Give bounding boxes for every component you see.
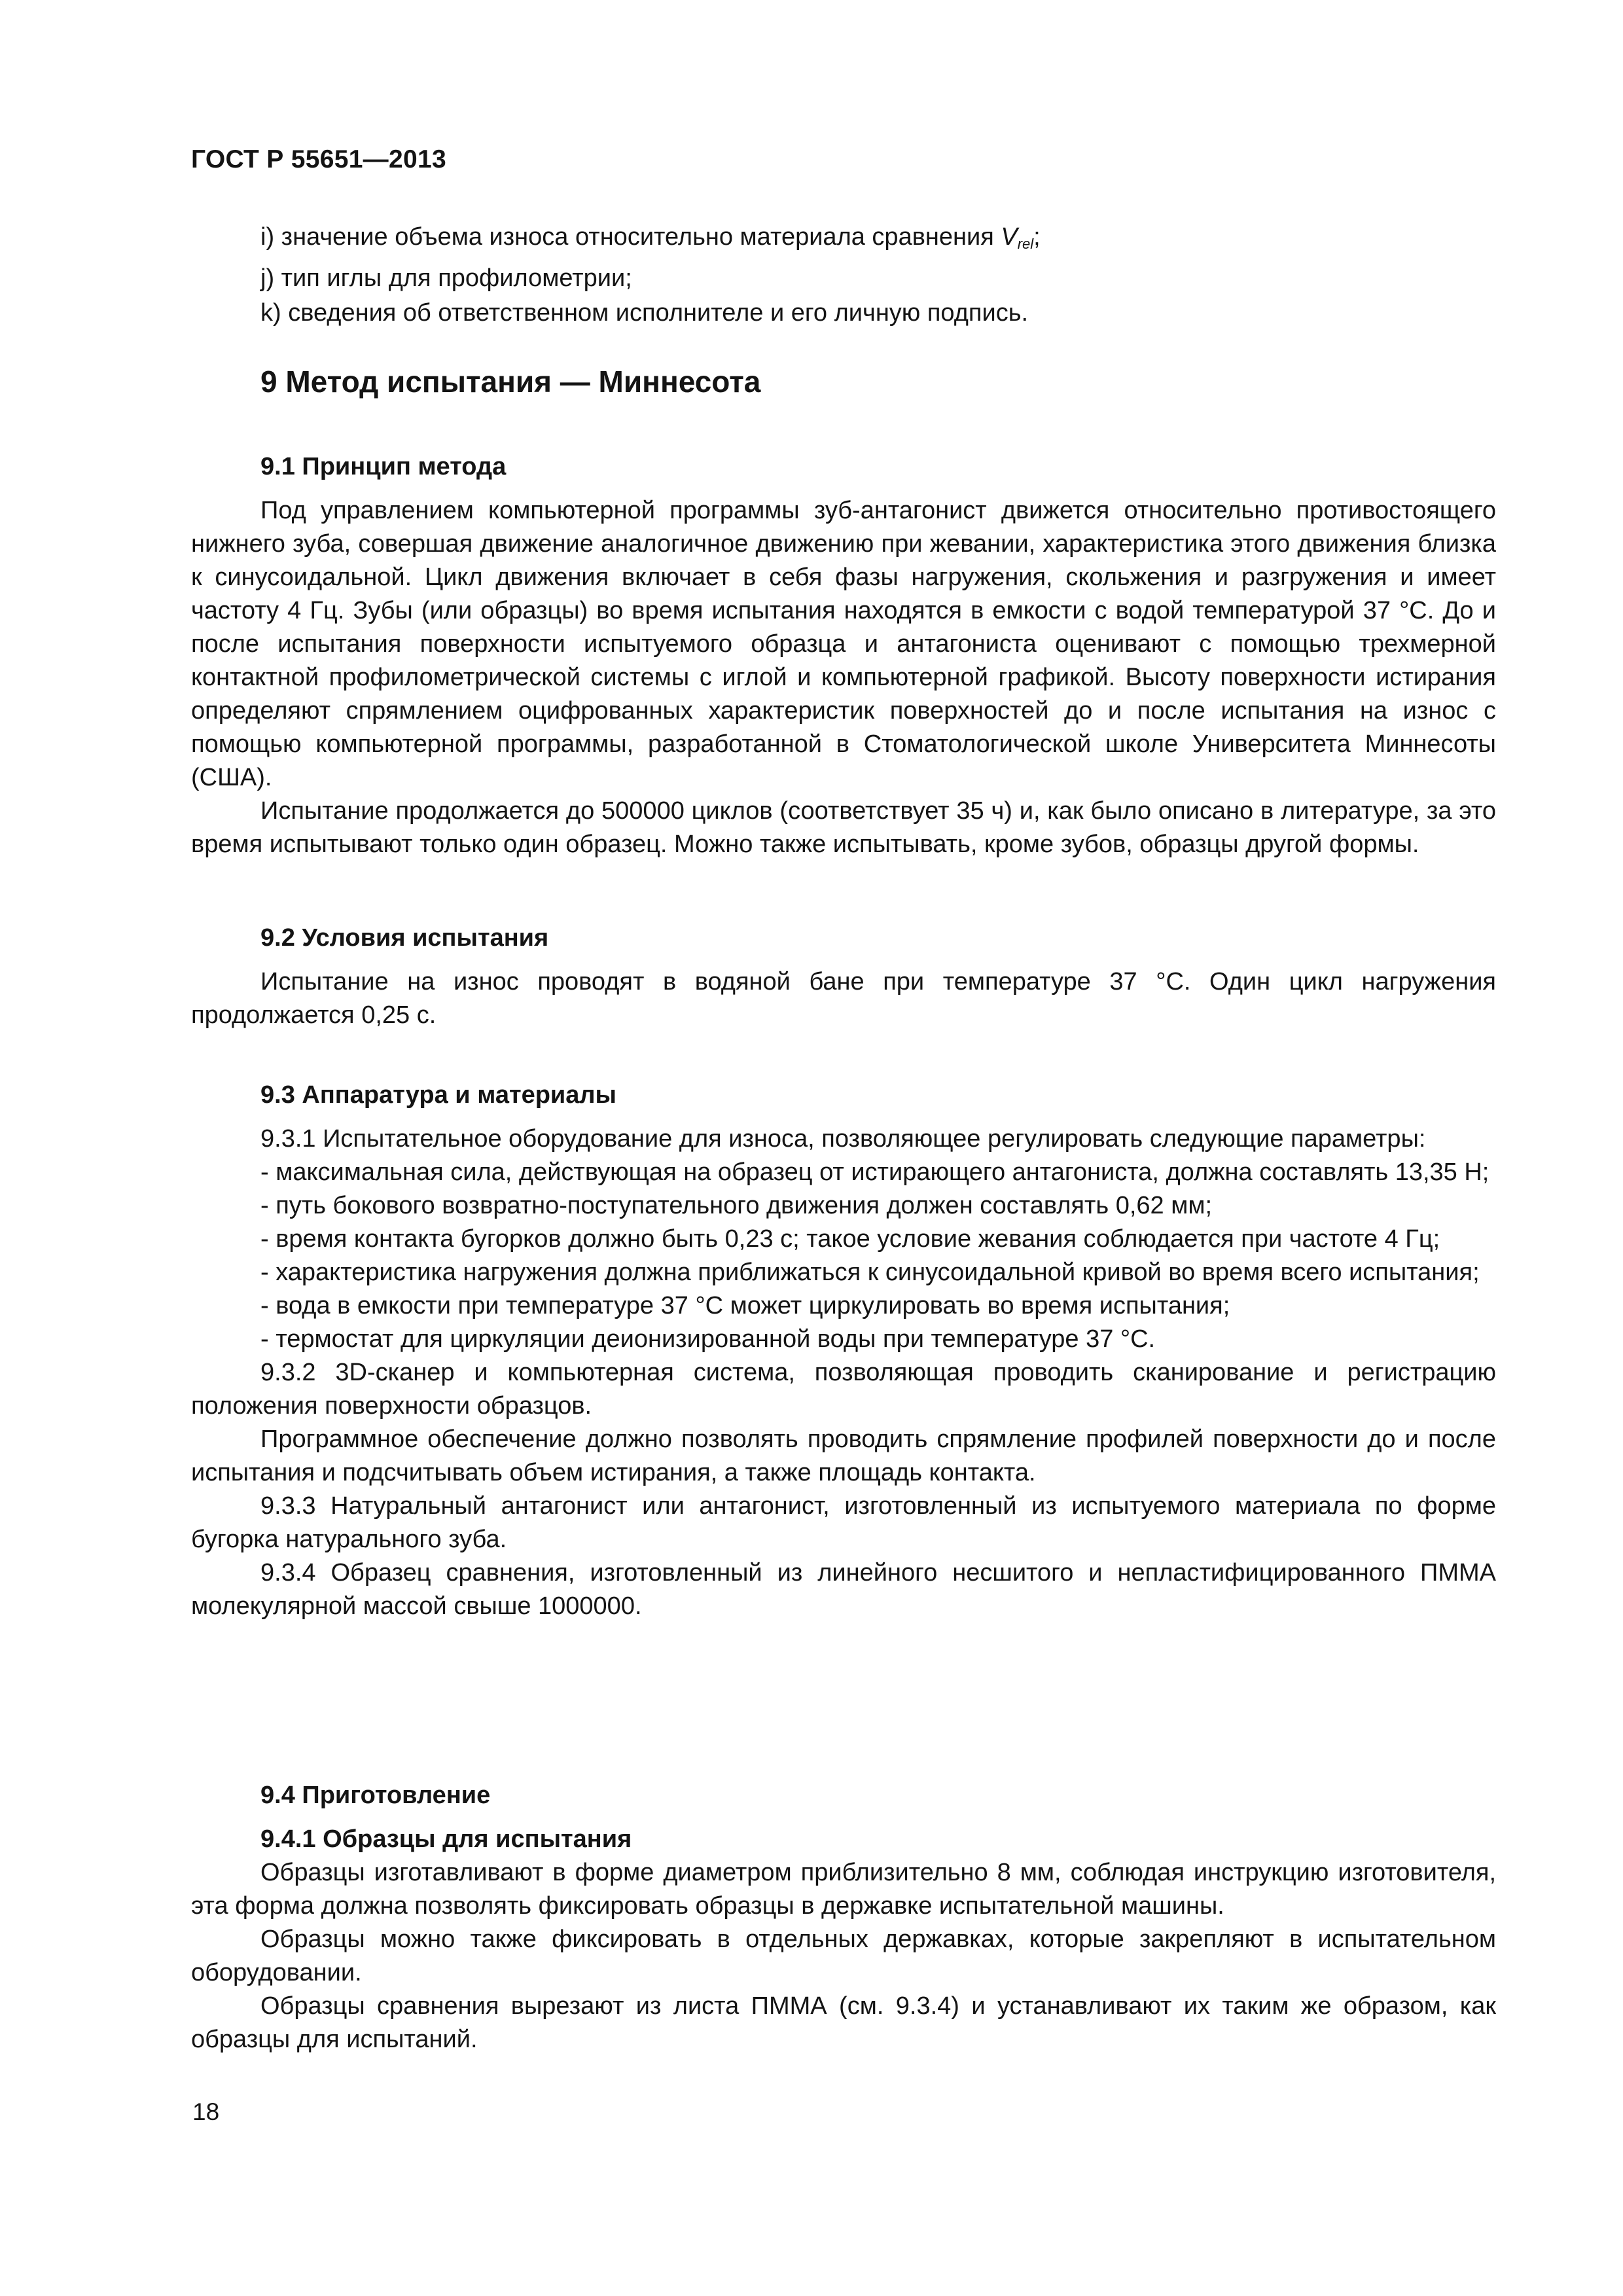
list-item: j) тип иглы для профилометрии; (260, 264, 632, 292)
section-9-1 (191, 450, 1496, 861)
subsubsection-heading: 9.4.1 Образцы для испытания (260, 1825, 632, 1853)
section-9-2 (191, 922, 1496, 1032)
paragraph: - путь бокового возвратно-поступательного движения должен составлять 0,62 мм; (260, 1192, 1213, 1219)
section-heading: 9 Метод испытания — Миннесота (260, 365, 761, 399)
vrel-symbol: V (1001, 223, 1018, 251)
list-item-text: i) значение объема износа относительно материала сравнения (260, 223, 1001, 251)
paragraph: Образцы можно также фиксировать в отдельных державках, которые закрепляют в испытательном оборудовании. (191, 1926, 1496, 1986)
paragraph: - максимальная сила, действующая на образец от истирающего антагониста, должна составлять 13,35 Н; (260, 1158, 1489, 1186)
subsection-heading: 9.4 Приготовление (260, 1782, 491, 1809)
vrel-tail: ; (1033, 223, 1041, 251)
list-item: k) сведения об ответственном исполнителе и его личную подпись. (260, 299, 1029, 327)
paragraph: 9.3.2 3D-сканер и компьютерная система, позволяющая проводить сканирование и регистрацию положения поверхности образцов. (191, 1359, 1496, 1420)
list-item (260, 220, 1041, 261)
paragraph: Образцы изготавливают в форме диаметром приблизительно 8 мм, соблюдая инструкцию изготовителя, эта форма должна позволять фиксировать образцы в державке испытательной машины. (191, 1859, 1496, 1920)
paragraph: - время контакта бугорков должно быть 0,23 с; такое условие жевания соблюдается при частоте 4 Гц; (260, 1225, 1440, 1253)
paragraph: Программное обеспечение должно позволять проводить спрямление профилей поверхности до и после испытания и подсчитывать объем истирания, а также площадь контакта. (191, 1426, 1496, 1486)
section-9-3 (191, 1079, 1496, 1623)
section-9-4 (191, 1779, 1496, 2056)
subsection-heading: 9.3 Аппаратура и материалы (260, 1081, 617, 1109)
subsection-heading: 9.1 Принцип метода (260, 453, 507, 480)
page-number: 18 (192, 2098, 220, 2125)
subsection-heading: 9.2 Условия испытания (260, 924, 549, 952)
paragraph: 9.3.1 Испытательное оборудование для износа, позволяющее регулировать следующие параметры: (260, 1125, 1426, 1153)
paragraph: Испытание на износ проводят в водяной бане при температуре 37 °С. Один цикл нагружения продолжается 0,25 с. (191, 968, 1496, 1029)
paragraph: 9.3.4 Образец сравнения, изготовленный из линейного несшитого и непластифицированного ПММА молекулярной массой свыше 1000000. (191, 1559, 1496, 1620)
vrel-subscript: rel (1017, 236, 1034, 252)
paragraph: - термостат для циркуляции деионизированной воды при температуре 37 °С. (260, 1325, 1156, 1353)
paragraph: 9.3.3 Натуральный антагонист или антагонист, изготовленный из испытуемого материала по форме бугорка натурального зуба. (191, 1492, 1496, 1553)
paragraph: - характеристика нагружения должна приближаться к синусоидальной кривой во время всего испытания; (260, 1259, 1480, 1286)
paragraph: Под управлением компьютерной программы зуб-антагонист движется относительно противостоящего нижнего зуба, совершая движение аналогичное движению при жевании, характеристика этого движения близка к синусоидальной. Цикл движения включает в себя фазы нагружения, скольжения и разгружения и имеет частоту 4 Гц. Зубы (или образцы) во время испытания находятся в емкости с водой температурой 37 °С. До и после испытания поверхности испытуемого образца и антагониста оценивают с помощью трехмерной контактной профилометрической системы с иглой и компьютерной графикой. Высоту поверхности истирания определяют спрямлением оцифрованных характеристик поверхностей до и после испытания на износ с помощью компьютерной программы, разработанной в Стоматологической школе Университета Миннесоты (США). (191, 497, 1496, 791)
paragraph: - вода в емкости при температуре 37 °С может циркулировать во время испытания; (260, 1292, 1230, 1319)
paragraph: Образцы сравнения вырезают из листа ПММА (см. 9.3.4) и устанавливают их таким же образом, как образцы для испытаний. (191, 1992, 1496, 2053)
list-items (260, 220, 1041, 331)
paragraph: Испытание продолжается до 500000 циклов (соответствует 35 ч) и, как было описано в литературе, за это время испытывают только один образец. Можно также испытывать, кроме зубов, образцы другой формы. (191, 797, 1496, 858)
document-header: ГОСТ Р 55651—2013 (191, 145, 446, 173)
